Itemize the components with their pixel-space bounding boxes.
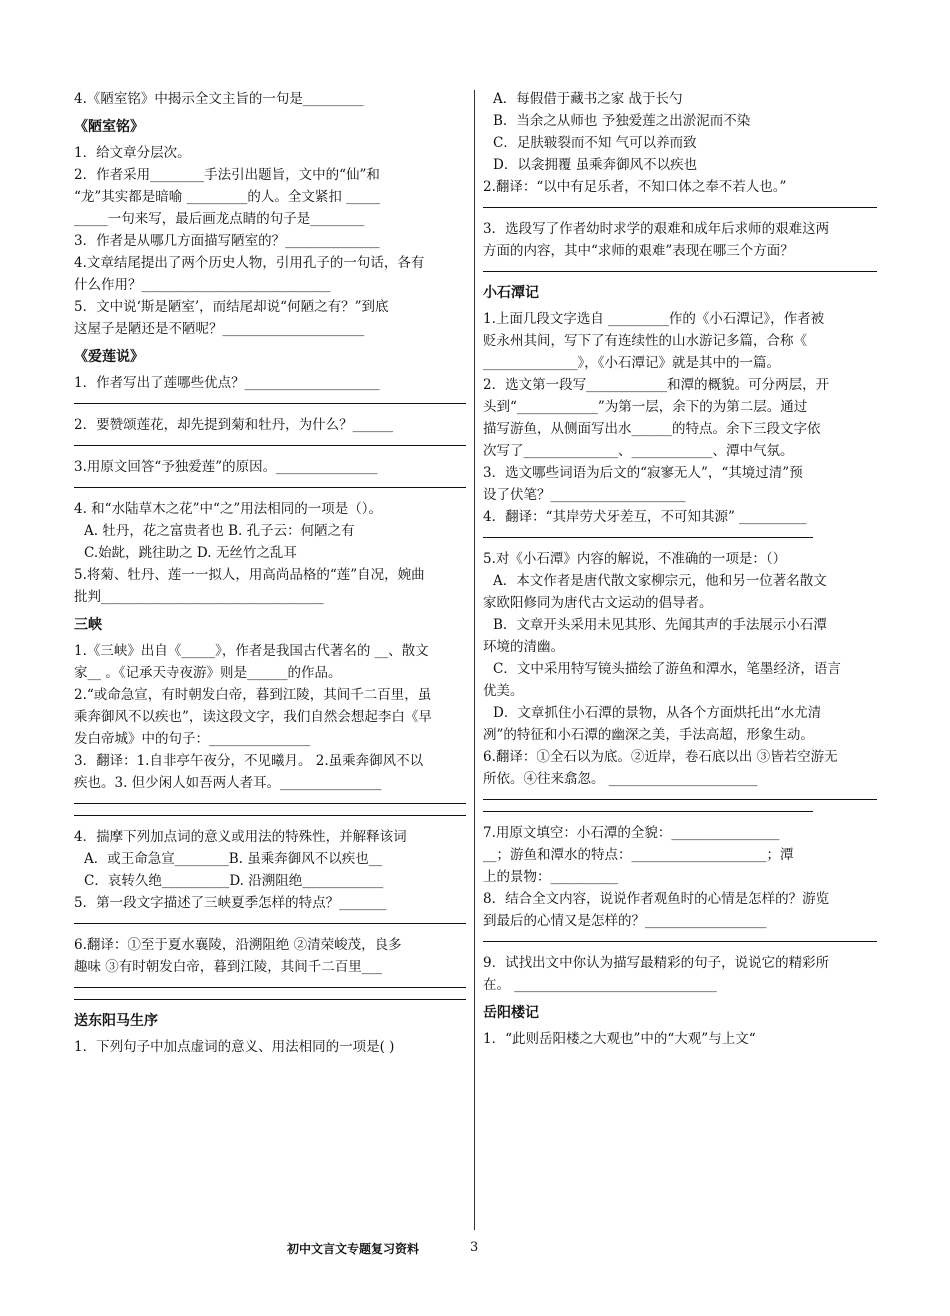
question-line: 3．作者是从哪几方面描写陋室的？______________ (74, 233, 380, 249)
option-line: C．足肤皲裂而不知 气可以养而致 (493, 135, 697, 151)
option-line: D．文章抓住小石潭的景物，从各个方面烘托出“水尤清 (493, 705, 822, 721)
question-line: 描写游鱼，从侧面写出水______的特点。余下三段文字依 (483, 421, 821, 437)
answer-line (483, 536, 813, 538)
question-line: 9．试找出文中你认为描写最精彩的句子，说说它的精彩所 (483, 955, 830, 971)
option-line: D．以衾拥覆 虽乘奔御风不以疾也 (493, 157, 698, 173)
question-line: 1．作者写出了莲哪些优点？____________________ (74, 375, 380, 391)
question-line: 3．选文哪些词语为后文的“寂寥无人”，“其境过清”预 (483, 465, 803, 481)
answer-line (483, 270, 877, 272)
answer-line (74, 444, 466, 446)
question-line: 所依。④往来翕忽。 ______________________ (483, 771, 758, 787)
question-line: 批判_________________________________ (74, 589, 324, 605)
section-title: 岳阳楼记 (483, 1005, 539, 1021)
answer-line (74, 986, 466, 988)
section-title: 三峡 (74, 617, 102, 633)
section-title: 《陋室铭》 (74, 119, 144, 135)
answer-line (74, 922, 466, 924)
option-line: A．或王命急宣________B. 虽乘奔御风不以疾也__ (84, 851, 383, 867)
question-line: 疾也。3. 但少闲人如吾两人者耳。_______________ (74, 775, 382, 791)
question-line: 头到“____________”为第一层，余下的为第二层。通过 (483, 399, 808, 415)
question-line: 3.用原文回答“予独爱莲”的原因。_______________ (74, 459, 378, 475)
question-line: 1.上面几段文字选自 _________作的《小石潭记》，作者被 (483, 311, 825, 327)
question-line: 1.《三峡》出自《_____》，作者是我国古代著名的 __、散文 (74, 643, 429, 659)
option-line: 冽”的特征和小石潭的幽深之美，手法高超，形象生动。 (483, 727, 814, 743)
option-line: A．每假借于藏书之家 战于长勺 (493, 91, 683, 107)
option-line: B．当余之从师也 予独爱莲之出淤泥而不染 (493, 113, 751, 129)
option-line: C.始龀，跳往助之 D. 无丝竹之乱耳 (84, 545, 297, 561)
option-line: 优美。 (483, 683, 524, 699)
option-line: C．哀转久绝__________D. 沿溯阻绝____________ (84, 873, 384, 889)
question-line: 5．文中说‘斯是陋室’，而结尾却说“何陋之有？”到底 (74, 299, 389, 315)
question-line: 乘奔御风不以疾也”，读这段文字，我们自然会想起李白《早 (74, 709, 432, 725)
left-column (74, 88, 466, 1058)
question-line: 上的景物：__________ (483, 869, 618, 885)
question-line: 4. 和“水陆草木之花”中“之”用法相同的一项是（）。 (74, 501, 383, 517)
section-title: 送东阳马生序 (74, 1013, 158, 1029)
question-line: 什么作用？____________________________ (74, 277, 331, 293)
question-line: 5.对《小石潭》内容的解说，不准确的一项是：（） (483, 551, 787, 567)
question-line: 2.翻译：“以中有足乐者，不知口体之奉不若人也。” (483, 179, 787, 195)
question-line: __；游鱼和潭水的特点：____________________；潭 (483, 847, 794, 863)
question-line: 6.翻译：①全石以为底。②近岸，卷石底以出 ③皆若空游无 (483, 749, 838, 765)
option-line: C．文中采用特写镜头描绘了游鱼和潭水，笔墨经济，语言 (493, 661, 841, 677)
question-line: _____一句来写，最后画龙点睛的句子是________ (74, 211, 365, 227)
question-line: 家__ 。《记承天寺夜游》则是______的作品。 (74, 665, 342, 681)
question-line: 2．作者采用________手法引出题旨，文中的“仙”和 (74, 167, 380, 183)
answer-line (483, 798, 877, 800)
footer-title: 初中文言文专题复习资料 (287, 1242, 420, 1256)
question-line: 设了伏笔？____________________ (483, 487, 686, 503)
question-line: 贬永州其间，写下了有连续性的山水游记多篇，合称《 (483, 333, 807, 349)
question-line: ______________》，《小石潭记》就是其中的一篇。 (483, 355, 780, 371)
option-line: A．本文作者是唐代散文家柳宗元，他和另一位著名散文 (493, 573, 827, 589)
option-line: 家欧阳修同为唐代古文运动的倡导者。 (483, 595, 713, 611)
question-line: 2．要赞颂莲花，却先提到菊和牡丹，为什么？______ (74, 417, 394, 433)
question-line: 4．翻译：“其岸劳犬牙差互，不可知其源” __________ (483, 509, 807, 525)
right-column (483, 88, 877, 1050)
question-line: 1．给文章分层次。 (74, 145, 191, 161)
question-line: 5.将菊、牡丹、莲一一拟人，用高尚品格的“莲”自况，婉曲 (74, 567, 425, 583)
answer-line (483, 206, 877, 208)
answer-line (74, 998, 466, 1000)
page-number: 3 (470, 1240, 479, 1255)
answer-line (74, 814, 466, 816)
question-line: 7.用原文填空：小石潭的全貌：________________ (483, 825, 780, 841)
answer-line (74, 486, 466, 488)
answer-line (74, 402, 466, 404)
question-line: 2．选文第一段写____________和潭的概貌。可分两层，开 (483, 377, 830, 393)
question-line: 发白帝城》中的句子：_______________ (74, 731, 311, 747)
question-line: 5．第一段文字描述了三峡夏季怎样的特点？_______ (74, 895, 387, 911)
question-line: 4.《陋室铭》中揭示全文主旨的一句是_________ (74, 91, 364, 107)
column-divider (474, 90, 475, 1230)
question-line: 4．揣摩下列加点词的意义或用法的特殊性，并解释该词 (74, 829, 407, 845)
question-line: 方面的内容，其中“求师的艰难”表现在哪三个方面？ (483, 243, 794, 259)
question-line: 2.“或命急宣，有时朝发白帝，暮到江陵，其间千二百里，虽 (74, 687, 432, 703)
question-line: 3．翻译：1.自非亭午夜分，不见曦月。 2.虽乘奔御风不以 (74, 753, 424, 769)
section-title: 《爱莲说》 (74, 349, 144, 365)
question-line: 3．选段写了作者幼时求学的艰难和成年后求师的艰难这两 (483, 221, 830, 237)
answer-line (74, 802, 466, 804)
question-line: 在。 ______________________________ (483, 977, 717, 993)
question-line: 4.文章结尾提出了两个历史人物，引用孔子的一句话，各有 (74, 255, 425, 271)
question-line: 次写了______________、____________、潭中气氛。 (483, 443, 794, 459)
answer-line (483, 940, 877, 942)
section-title: 小石潭记 (483, 285, 539, 301)
question-line: 1．下列句子中加点虚词的意义、用法相同的一项是( ) (74, 1039, 395, 1055)
option-line: B．文章开头采用未见其形、先闻其声的手法展示小石潭 (493, 617, 827, 633)
question-line: 8．结合全文内容，说说作者观鱼时的心情是怎样的？游览 (483, 891, 830, 907)
question-line: “龙”其实都是暗喻 _________的人。全文紧扣 _____ (74, 189, 380, 205)
question-line: 这屋子是陋还是不陋呢？_____________________ (74, 321, 365, 337)
question-line: 到最后的心情又是怎样的？__________________ (483, 913, 767, 929)
question-line: 1．“此则岳阳楼之大观也”中的“大观”与上文“ (483, 1031, 756, 1047)
option-line: A. 牡丹，花之富贵者也 B. 孔子云：何陋之有 (84, 523, 355, 539)
question-line: 6.翻译：①至于夏水襄陵，沿溯阻绝 ②清荣峻茂，良多 (74, 937, 402, 953)
option-line: 环境的清幽。 (483, 639, 564, 655)
question-line: 趣味 ③有时朝发白帝，暮到江陵，其间千二百里___ (74, 959, 383, 975)
answer-line (483, 810, 813, 812)
